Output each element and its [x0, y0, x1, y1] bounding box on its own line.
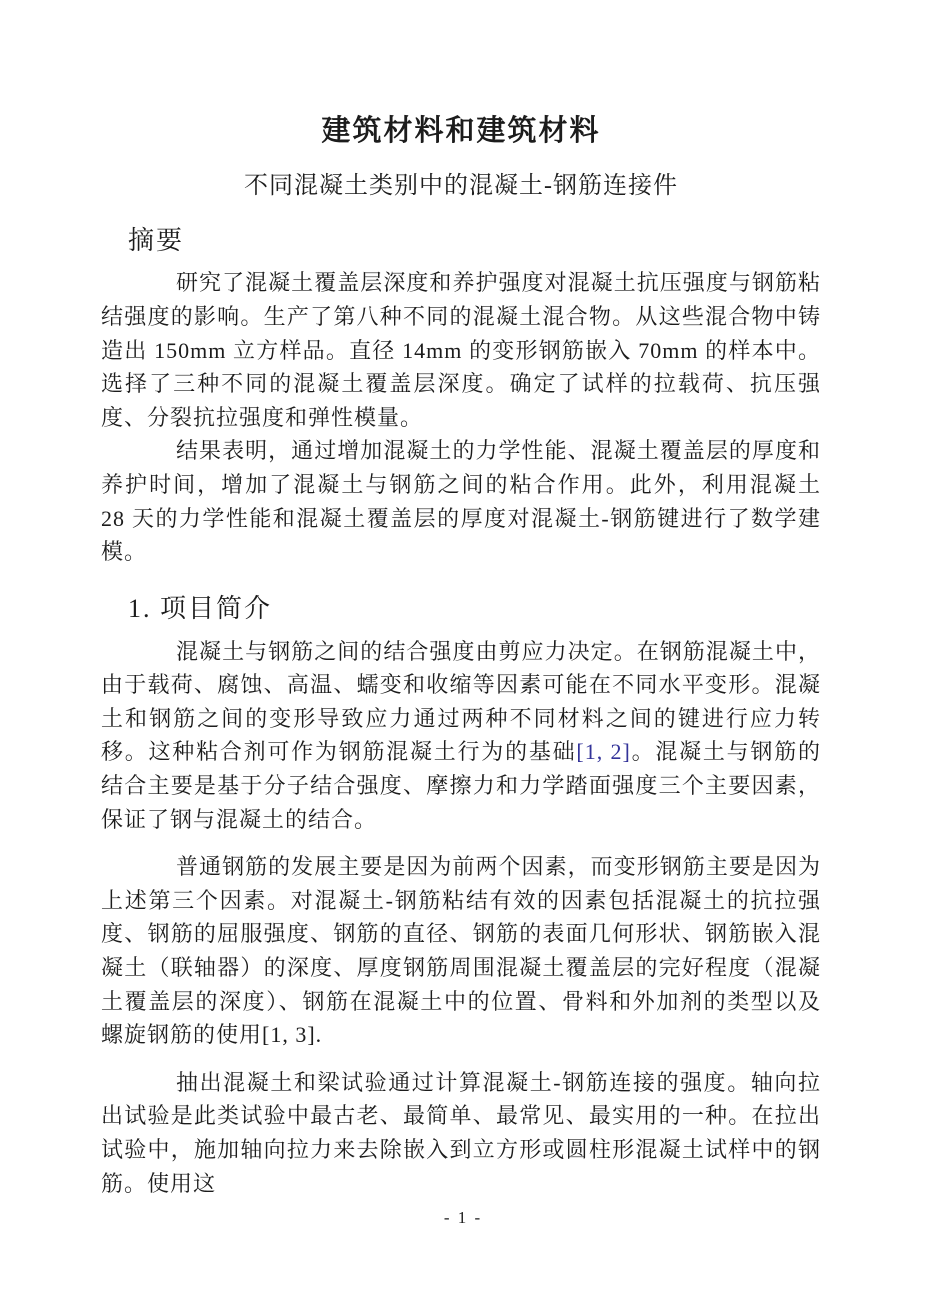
- paragraph-text: 混凝土与钢筋之间的结合强度由剪应力决定。在钢筋混凝土中，由于载荷、腐蚀、高温、蠕变和收缩等因素可能在不同水平变形。混凝土和钢筋之间的变形导致应力通过两种不同材料之间的键进行应力转移。这种粘合剂可作为钢筋混凝土行为的基础: [101, 638, 821, 765]
- abstract-paragraph-1: 研究了混凝土覆盖层深度和养护强度对混凝土抗压强度与钢筋粘结强度的影响。生产了第八种不同的混凝土混合物。从这些混合物中铸造出 150mm 立方样品。直径 14mm 的变形钢筋嵌入 70mm 的样本中。选择了三种不同的混凝土覆盖层深度。确定了试样的拉载荷、抗压强度、分裂抗拉强度和弹性模量。: [101, 270, 821, 430]
- abstract-heading: 摘要: [128, 225, 185, 255]
- document-title: 建筑材料和建筑材料: [321, 115, 601, 147]
- document-subtitle: 不同混凝土类别中的混凝土-钢筋连接件: [244, 173, 678, 200]
- section-1-paragraph-1: [101, 635, 821, 837]
- abstract-paragraph-2: 结果表明，通过增加混凝土的力学性能、混凝土覆盖层的厚度和养护时间，增加了混凝土与钢筋之间的粘合作用。此外，利用混凝土 28 天的力学性能和混凝土覆盖层的厚度对混凝土-钢筋键进行了数学建模。: [101, 438, 821, 565]
- section-1-heading: 1. 项目简介: [128, 593, 273, 623]
- section-1-paragraph-2: 普通钢筋的发展主要是因为前两个因素，而变形钢筋主要是因为上述第三个因素。对混凝土-钢筋粘结有效的因素包括混凝土的抗拉强度、钢筋的屈服强度、钢筋的直径、钢筋的表面几何形状、钢筋嵌入混凝土（联轴器）的深度、厚度钢筋周围混凝土覆盖层的完好程度（混凝土覆盖层的深度）、钢筋在混凝土中的位置、骨料和外加剂的类型以及螺旋钢筋的使用[1, 3].: [101, 854, 821, 1048]
- section-1-paragraph-3: 抽出混凝土和梁试验通过计算混凝土-钢筋连接的强度。轴向拉出试验是此类试验中最古老、最简单、最常见、最实用的一种。在拉出试验中，施加轴向拉力来去除嵌入到立方形或圆柱形混凝土试样中的钢筋。使用这: [101, 1069, 821, 1196]
- page-number-footer: - 1 -: [443, 1208, 483, 1227]
- citation-ref-1-2[interactable]: [1, 2]: [576, 739, 631, 765]
- paragraph-text: 。混凝土与钢筋的结合主要是基于分子结合强度、摩擦力和力学踏面强度三个主要因素，保证了钢与混凝土的结合。: [101, 739, 821, 832]
